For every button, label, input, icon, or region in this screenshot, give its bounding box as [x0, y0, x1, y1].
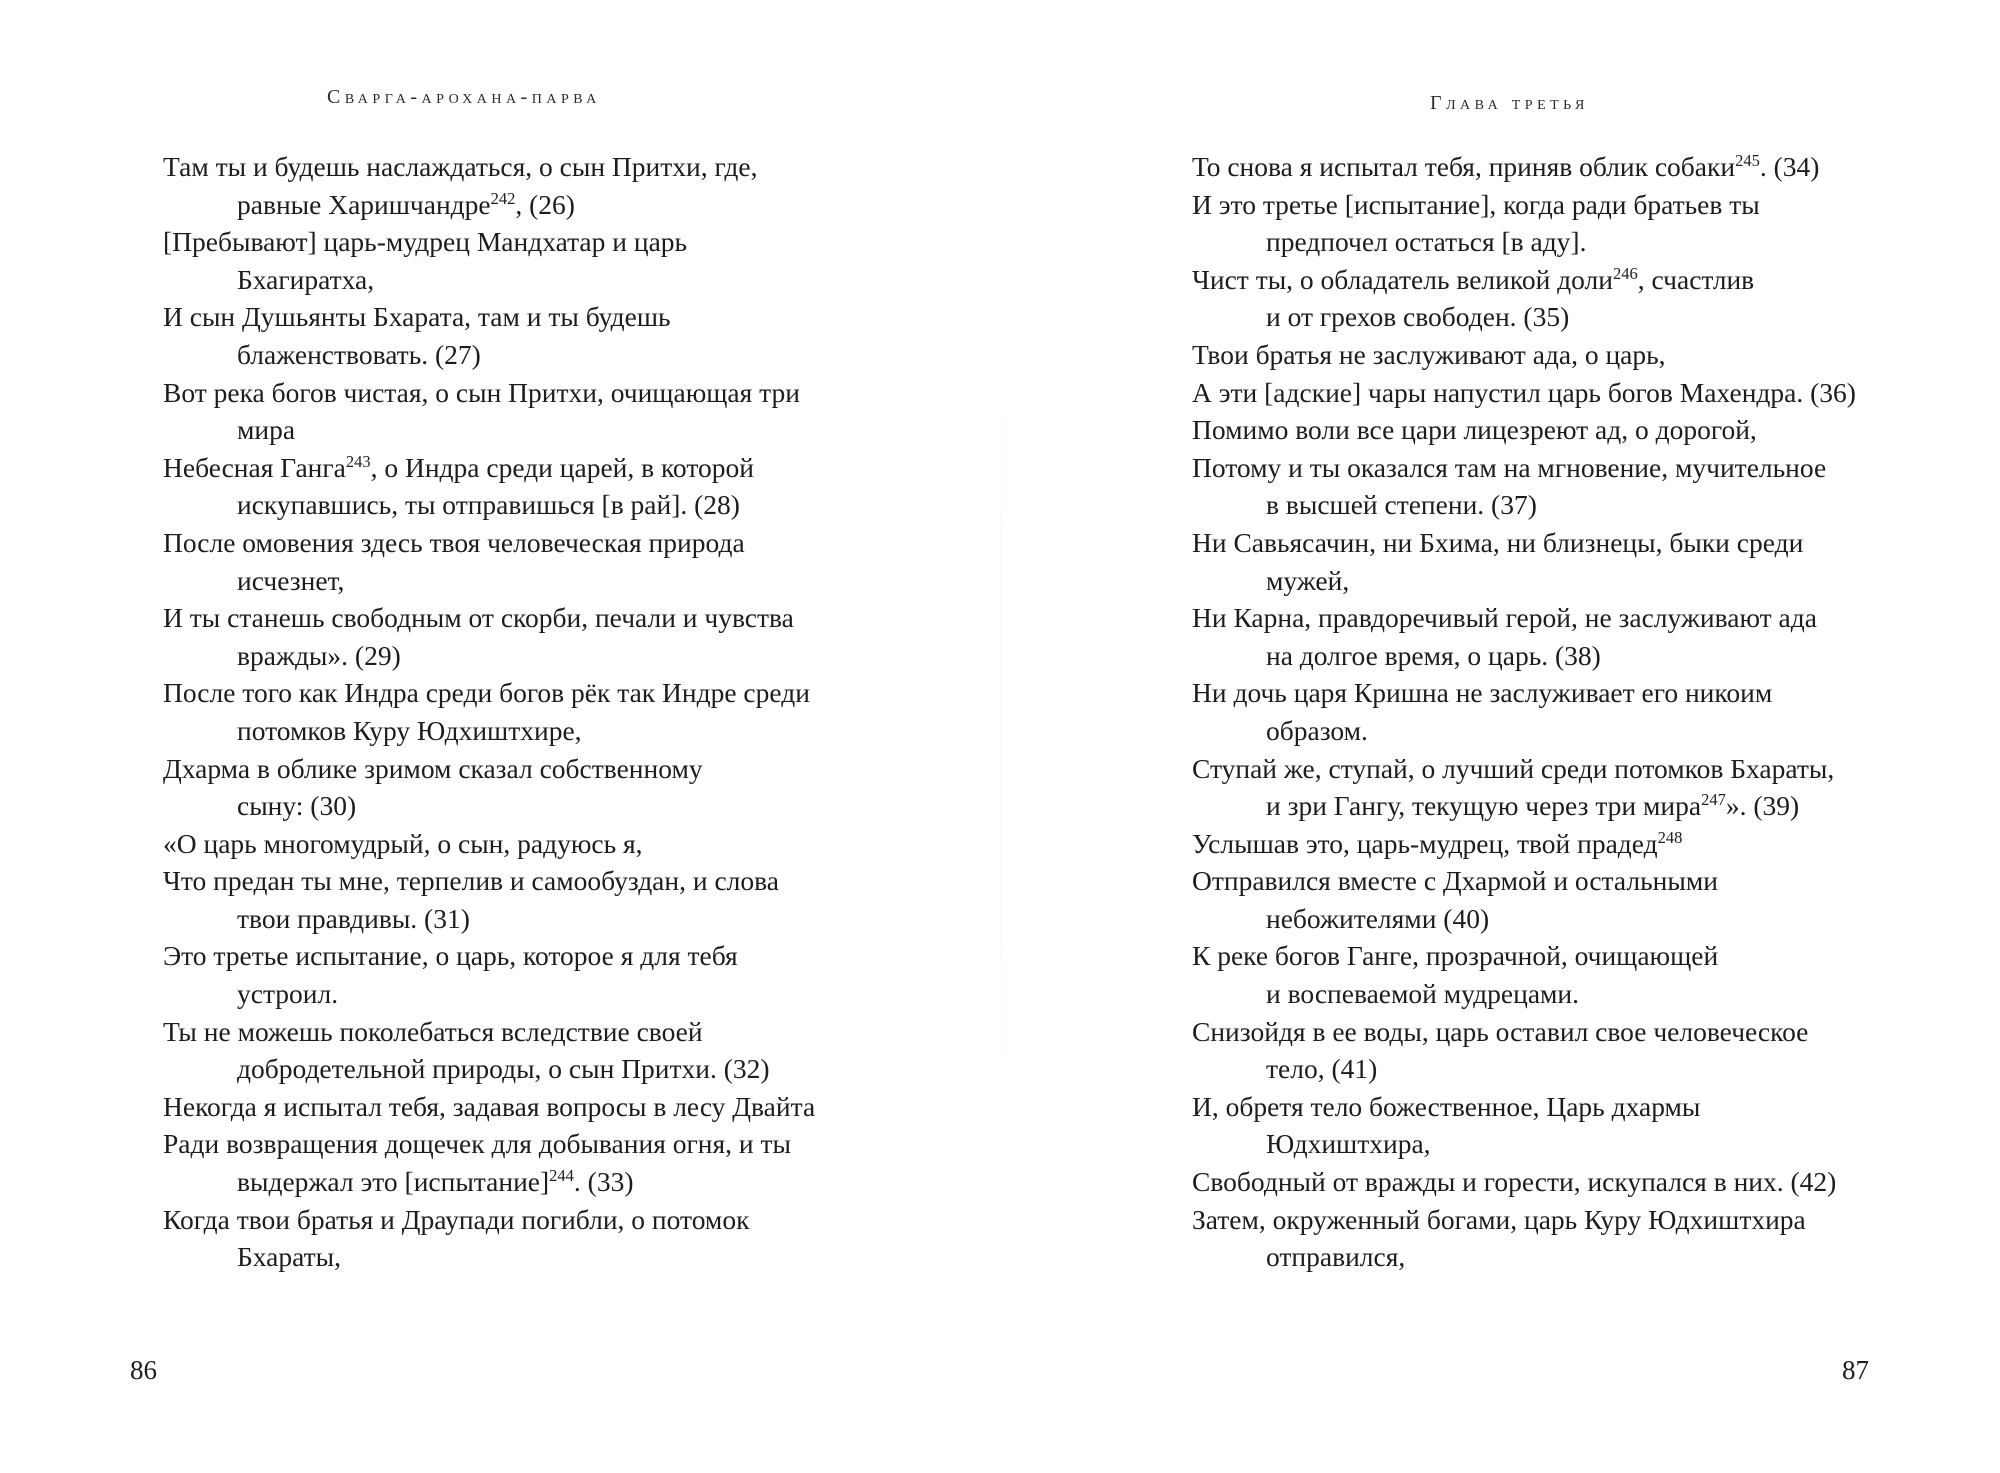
verse-line: [1192, 374, 1912, 412]
verse-line: [163, 524, 883, 599]
verse-first-line: Ни Савьясачин, ни Бхима, ни близнецы, быки среди: [1192, 526, 1804, 558]
verse-first-line: Помимо воли все цари лицезреют ад, о дорогой,: [1192, 414, 1757, 446]
verse-line: [163, 1201, 883, 1276]
verse-first-line: Ступай же, ступай, о лучший среди потомков Бхараты,: [1192, 752, 1835, 784]
verse-continuation: Бхараты,: [237, 1241, 341, 1273]
right-page: [1000, 0, 2000, 1473]
running-header-left: Сварга-арохана-парва: [327, 86, 601, 108]
verse-line: [163, 1013, 883, 1088]
verse-continuation: и воспеваемой мудрецами.: [1266, 978, 1580, 1010]
verse-line: [1192, 411, 1912, 449]
verse-first-line: [Пребывают] царь-мудрец Мандхатар и царь: [163, 226, 688, 258]
verse-first-line: Когда твои братья и Драупади погибли, о потомок: [163, 1203, 750, 1235]
verse-continuation: мужей,: [1266, 564, 1350, 596]
verse-first-line: К реке богов Ганге, прозрачной, очищающей: [1192, 940, 1719, 972]
verse-line: [163, 937, 883, 1012]
verse-first-line: Вот река богов чистая, о сын Притхи, очищающая три: [163, 376, 800, 408]
verse-line: [1192, 1201, 1912, 1276]
verse-continuation: в высшей степени. (37): [1266, 489, 1537, 521]
verse-line: [163, 599, 883, 674]
verse-line: [1192, 1088, 1912, 1163]
verse-line: [1192, 524, 1912, 599]
verse-continuation: добродетельной природы, о сын Притхи. (32): [237, 1053, 770, 1085]
verse-continuation: образом.: [1266, 714, 1368, 746]
verse-line: [1192, 599, 1912, 674]
verse-line: [163, 374, 883, 449]
verse-continuation: мира: [237, 414, 296, 446]
verse-line: [1192, 336, 1912, 374]
verse-continuation: равные Харишчандре$^{242}$, (26): [237, 188, 575, 220]
verse-continuation: предпочел остаться [в аду].: [1266, 226, 1587, 258]
verse-continuation: выдержал это [испытание]$^{244}$. (33): [237, 1165, 634, 1198]
verse-continuation: и от грехов свободен. (35): [1266, 301, 1570, 333]
verse-first-line: Свободный от вражды и горести, искупался в них. (42): [1192, 1166, 1837, 1198]
verse-continuation: Юдхиштхира,: [1266, 1128, 1431, 1160]
verse-line: [163, 825, 883, 863]
verse-first-line: И это третье [испытание], когда ради братьев ты: [1192, 188, 1760, 220]
verse-first-line: «О царь многомудрый, о сын, радуюсь я,: [163, 827, 643, 859]
verse-first-line: После того как Индра среди богов рёк так Индре среди: [163, 677, 810, 709]
verse-line: [1192, 1013, 1912, 1088]
verse-continuation: тело, (41): [1266, 1053, 1378, 1085]
verse-continuation: на долгое время, о царь. (38): [1266, 639, 1601, 671]
verse-first-line: И ты станешь свободным от скорби, печали и чувства: [163, 602, 794, 634]
verse-line: [1192, 862, 1912, 937]
verse-line: [163, 298, 883, 373]
verse-line: [163, 223, 883, 298]
verse-line: [1192, 261, 1912, 336]
verse-first-line: Ни дочь царя Кришна не заслуживает его никоим: [1192, 677, 1773, 709]
verse-line: [163, 862, 883, 937]
verse-first-line: Затем, окруженный богами, царь Куру Юдхиштхира: [1192, 1203, 1806, 1235]
verse-continuation: небожителями (40): [1266, 902, 1490, 934]
verse-line: [163, 148, 883, 223]
left-page-text: [163, 148, 883, 1276]
verse-continuation: твои правдивы. (31): [237, 902, 470, 934]
page-number-right: 87: [1842, 1355, 1869, 1385]
verse-line: [163, 1125, 883, 1200]
verse-line: [1192, 825, 1912, 863]
verse-line: [1192, 186, 1912, 261]
verse-line: [1192, 449, 1912, 524]
verse-continuation: вражды». (29): [237, 639, 401, 671]
verse-first-line: Небесная Ганга$^{243}$, о Индра среди царей, в которой: [163, 451, 754, 483]
verse-continuation: устроил.: [237, 978, 339, 1010]
verse-first-line: Некогда я испытал тебя, задавая вопросы в лесу Двайта: [163, 1090, 816, 1122]
verse-line: [1192, 674, 1912, 749]
verse-first-line: Ради возвращения дощечек для добывания огня, и ты: [163, 1128, 791, 1160]
page-number-left: 86: [130, 1355, 157, 1385]
right-page-text: [1192, 148, 1912, 1276]
verse-first-line: А эти [адские] чары напустил царь богов Махендра. (36): [1192, 376, 1856, 408]
verse-line: [163, 1088, 883, 1126]
verse-first-line: Ни Карна, правдоречивый герой, не заслуживают ада: [1192, 602, 1817, 634]
verse-first-line: И, обретя тело божественное, Царь дхармы: [1192, 1090, 1701, 1122]
verse-first-line: Услышав это, царь-мудрец, твой прадед$^{248}$: [1192, 827, 1683, 859]
verse-line: [163, 674, 883, 749]
verse-line: [1192, 750, 1912, 825]
verse-first-line: Ты не можешь поколебаться вследствие своей: [163, 1015, 703, 1047]
verse-first-line: Твои братья не заслуживают ада, о царь,: [1192, 338, 1666, 370]
verse-continuation: потомков Куру Юдхиштхире,: [237, 714, 582, 746]
verse-first-line: Чист ты, о обладатель великой доли$^{246}$, счастлив: [1192, 263, 1755, 295]
verse-continuation: блаженствовать. (27): [237, 338, 481, 370]
verse-continuation: исчезнет,: [237, 564, 345, 596]
verse-first-line: Там ты и будешь наслаждаться, о сын Притхи, где,: [163, 151, 758, 182]
verse-first-line: Отправился вместе с Дхармой и остальными: [1192, 865, 1718, 897]
verse-first-line: То снова я испытал тебя, приняв облик собаки$^{245}$. (34): [1192, 150, 1820, 182]
verse-first-line: Дхарма в облике зримом сказал собственному: [163, 752, 703, 784]
verse-line: [163, 449, 883, 524]
verse-continuation: Бхагиратха,: [237, 263, 375, 295]
verse-first-line: Что предан ты мне, терпелив и самообуздан, и слова: [163, 865, 779, 897]
running-header-right: Глава третья: [1430, 92, 1589, 114]
verse-first-line: Потому и ты оказался там на мгновение, мучительное: [1192, 451, 1827, 483]
verse-first-line: Снизойдя в ее воды, царь оставил свое человеческое: [1192, 1015, 1809, 1047]
verse-first-line: Это третье испытание, о царь, которое я для тебя: [163, 940, 738, 972]
verse-first-line: После омовения здесь твоя человеческая природа: [163, 526, 745, 558]
verse-continuation: искупавшись, ты отправишься [в рай]. (28): [237, 489, 740, 521]
verse-line: [1192, 1163, 1912, 1201]
verse-first-line: И сын Душьянты Бхарата, там и ты будешь: [163, 301, 671, 333]
verse-line: [1192, 148, 1912, 186]
verse-continuation: отправился,: [1266, 1241, 1406, 1273]
verse-continuation: и зри Гангу, текущую через три мира$^{247}$». (39): [1266, 789, 1800, 822]
verse-line: [1192, 937, 1912, 1012]
verse-line: [163, 750, 883, 825]
verse-continuation: сыну: (30): [237, 790, 357, 822]
